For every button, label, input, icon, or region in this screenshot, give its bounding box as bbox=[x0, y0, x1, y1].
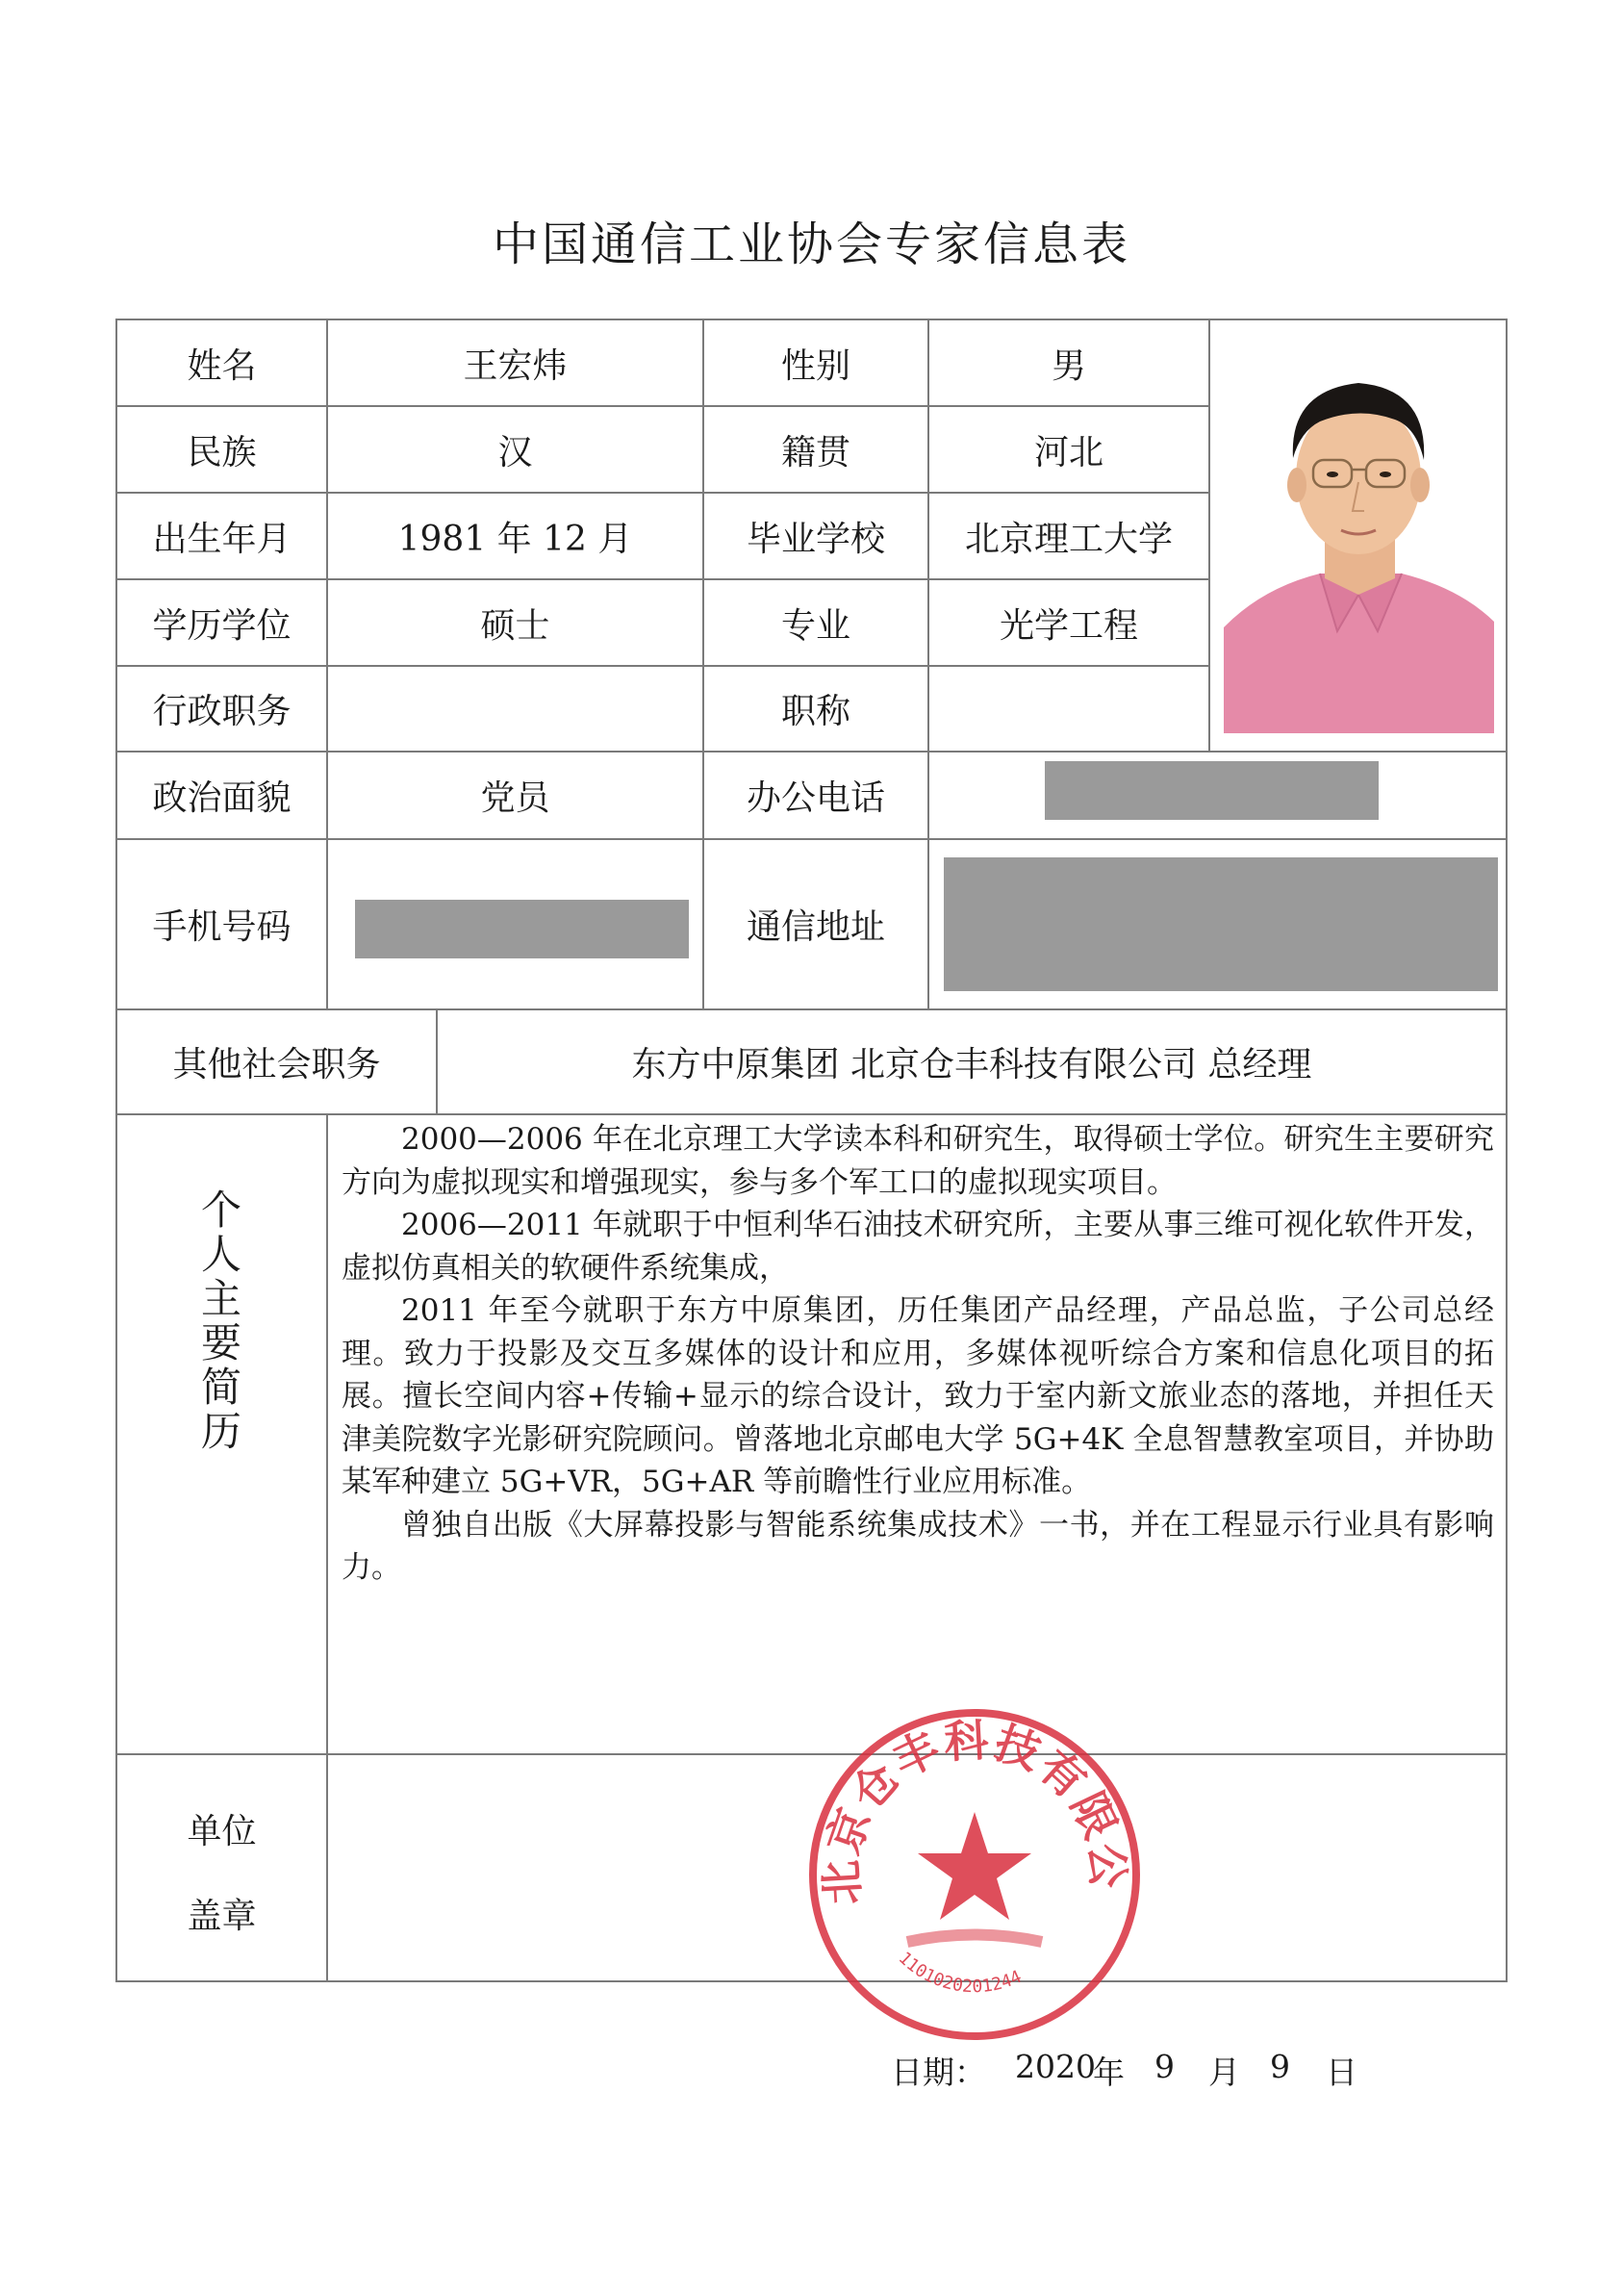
unit-label: 单位 bbox=[187, 1811, 257, 1851]
form-title: 中国通信工业协会专家信息表 bbox=[492, 217, 1130, 271]
date-day-unit: 日 bbox=[1326, 2054, 1357, 2091]
major-label: 专业 bbox=[780, 605, 850, 646]
office-phone-redaction bbox=[1045, 761, 1379, 820]
svg-text:1101020201244 bbox=[895, 1948, 1025, 1997]
date-month: 9 bbox=[1154, 2048, 1175, 2085]
col-divider bbox=[1506, 319, 1508, 1982]
political-status-label: 政治面貌 bbox=[152, 778, 292, 818]
portrait-photo bbox=[1224, 343, 1494, 733]
seal-text: 北京仓丰科技有限公 bbox=[814, 1713, 1135, 1906]
school-value: 北京理工大学 bbox=[964, 519, 1173, 559]
mobile-label: 手机号码 bbox=[152, 907, 292, 947]
company-seal bbox=[801, 1701, 1148, 2048]
resume-label-char: 简 bbox=[200, 1364, 241, 1411]
resume-label-char: 个 bbox=[200, 1186, 241, 1234]
resume-label-char: 人 bbox=[200, 1231, 241, 1278]
birth-value: 1981 年 12 月 bbox=[397, 519, 633, 559]
office-phone-label: 办公电话 bbox=[746, 778, 885, 818]
resume-paragraph: 曾独自出版《大屏幕投影与智能系统集成技术》一书，并在工程显示行业具有影响力。 bbox=[342, 1507, 1494, 1585]
address-label: 通信地址 bbox=[746, 907, 885, 947]
origin-value: 河北 bbox=[1033, 432, 1103, 472]
degree-value: 硕士 bbox=[480, 605, 550, 646]
seal-number: 1101020201244 bbox=[894, 1948, 1026, 1998]
birth-label: 出生年月 bbox=[152, 519, 292, 559]
professional-title-label: 职称 bbox=[780, 692, 850, 731]
name-value: 王宏炜 bbox=[463, 345, 568, 386]
political-status-value: 党员 bbox=[480, 778, 550, 818]
resume-text bbox=[342, 1118, 1494, 1590]
mobile-redaction bbox=[355, 900, 689, 958]
resume-label bbox=[115, 1188, 327, 1454]
name-label: 姓名 bbox=[187, 345, 257, 386]
ethnicity-value: 汉 bbox=[497, 432, 533, 472]
social-positions-label: 其他社会职务 bbox=[172, 1045, 381, 1084]
school-label: 毕业学校 bbox=[746, 519, 885, 559]
professional-title-value bbox=[929, 667, 1208, 751]
date-label: 日期： bbox=[891, 2054, 986, 2091]
resume-paragraph: 2000—2006 年在北京理工大学读本科和研究生，取得硕士学位。研究生主要研究方向为虚拟现实和增强现实，参与多个军工口的虚拟现实项目。 bbox=[342, 1122, 1494, 1200]
gender-value: 男 bbox=[1051, 345, 1086, 386]
resume-label-char: 历 bbox=[200, 1408, 241, 1455]
gender-label: 性别 bbox=[780, 345, 850, 386]
date-day: 9 bbox=[1270, 2048, 1290, 2085]
origin-label: 籍贯 bbox=[780, 432, 850, 472]
address-redaction bbox=[944, 857, 1498, 991]
social-positions-value: 东方中原集团 北京仓丰科技有限公司 总经理 bbox=[631, 1045, 1312, 1084]
col-divider bbox=[1208, 319, 1210, 753]
admin-position-value bbox=[328, 667, 702, 751]
date-year: 2020 bbox=[1015, 2048, 1096, 2085]
resume-paragraph: 2006—2011 年就职于中恒利华石油技术研究所，主要从事三维可视化软件开发，虚拟仿真相关的软硬件系统集成， bbox=[342, 1208, 1494, 1286]
stamp-label: 盖章 bbox=[187, 1896, 257, 1936]
resume-label-char: 主 bbox=[200, 1275, 241, 1322]
date-year-unit: 年 bbox=[1093, 2054, 1125, 2091]
degree-label: 学历学位 bbox=[152, 605, 292, 646]
admin-position-label: 行政职务 bbox=[152, 692, 292, 731]
ethnicity-label: 民族 bbox=[187, 432, 257, 472]
major-value: 光学工程 bbox=[999, 605, 1138, 646]
date-month-unit: 月 bbox=[1208, 2054, 1240, 2091]
row-divider bbox=[115, 1113, 1508, 1115]
resume-label-char: 要 bbox=[200, 1319, 241, 1366]
resume-paragraph: 2011 年至今就职于东方中原集团，历任集团产品经理，产品总监，子公司总经理。致力于投影及交互多媒体的设计和应用，多媒体视听综合方案和信息化项目的拓展。擅长空间内容+传输+显示的综合设计，致力于室内新文旅业态的落地，并担任天津美院数字光影研究院顾问。曾落地北京邮电大学 5G+4K 全息智慧教室项目，并协助某军种建立 5G+VR，5G+AR 等前瞻性行业应用标准。 bbox=[342, 1293, 1494, 1499]
